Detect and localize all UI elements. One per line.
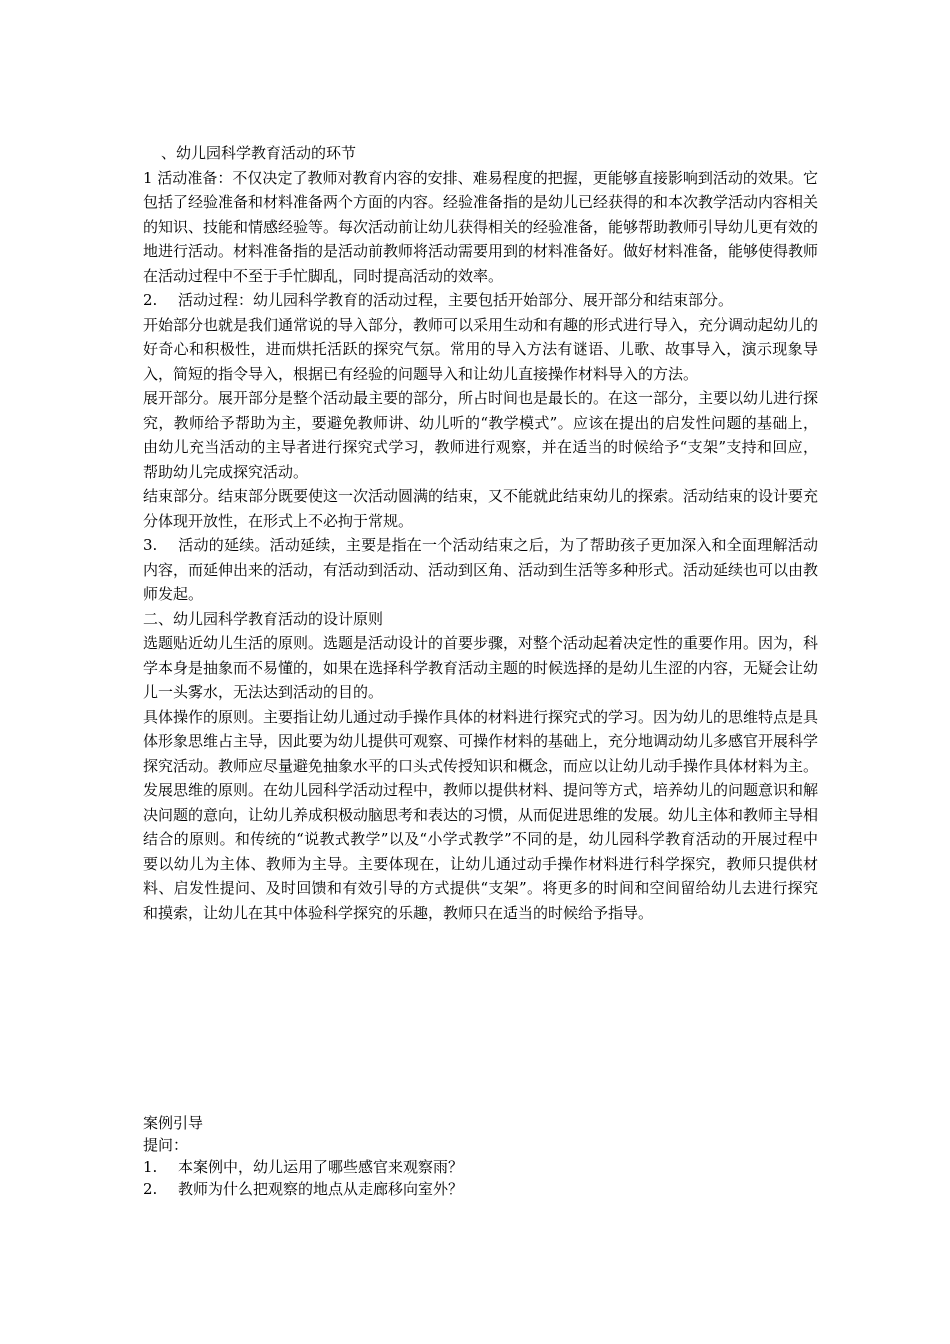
paragraph-development-part: 展开部分。展开部分是整个活动最主要的部分，所占时间也是最长的。在这一部分，主要以幼儿进行探究，教师给予帮助为主，要避免教师讲、幼儿听的“教学模式”。应该在提出的启发性问题的基础上，由幼儿充当活动的主导者进行探究式学习，教师进行观察，并在适当的时候给予“支架”支持和回应，帮助幼儿完成探究活动。 (143, 389, 819, 481)
question-label: 提问： (143, 1136, 189, 1154)
question-text: 教师为什么把观察的地点从走廊移向室外？ (178, 1180, 464, 1198)
section-title-1: 、幼儿园科学教育活动的环节 (161, 144, 357, 162)
paragraph-activity-extension (143, 533, 818, 607)
list-number: 3. (143, 536, 158, 554)
list-number: 1. (143, 1158, 158, 1176)
section-title-2: 二、幼儿园科学教育活动的设计原则 (143, 609, 384, 628)
paragraph-opening-part: 开始部分也就是我们通常说的导入部分，教师可以采用生动和有趣的形式进行导入，充分调动起幼儿的好奇心和积极性，进而烘托活跃的探究气氛。常用的导入方法有谜语、儿歌、故事导入，演示现象导入，简短的指令导入，根据已有经验的问题导入和让幼儿直接操作材料导入的方法。 (143, 315, 819, 383)
case-title: 案例引导 (143, 1114, 204, 1132)
question-text: 本案例中，幼儿运用了哪些感官来观察雨？ (178, 1158, 464, 1176)
paragraph-topic-principle: 选题贴近幼儿生活的原则。选题是活动设计的首要步骤，对整个活动起着决定性的重要作用。因为，科学本身是抽象而不易懂的，如果在选择科学教育活动主题的时候选择的是幼儿生涩的内容，无疑会让幼儿一头雾水，无法达到活动的目的。 (143, 634, 819, 701)
list-number: 2. (143, 291, 158, 309)
question-item (143, 1178, 818, 1200)
paragraph-text: 活动过程：幼儿园科学教育的活动过程，主要包括开始部分、展开部分和结束部分。 (178, 291, 734, 309)
paragraph-activity-preparation: 1 活动准备：不仅决定了教师对教育内容的安排、难易程度的把握，更能够直接影响到活动的效果。它包括了经验准备和材料准备两个方面的内容。经验准备指的是幼儿已经获得的和本次教学活动内容相关的知识、技能和情感经验等。每次活动前让幼儿获得相关的经验准备，能够帮助教师引导幼儿更有效的地进行活动。材料准备指的是活动前教师将活动需要用到的材料准备好。做好材料准备，能够使得教师在活动过程中不至于手忙脚乱，同时提高活动的效率。 (143, 168, 819, 285)
paragraph-ending-part: 结束部分。结束部分既要使这一次活动圆满的结束，又不能就此结束幼儿的探索。活动结束的设计要充分体现开放性，在形式上不必拘于常规。 (143, 487, 819, 530)
paragraph-text: 活动的延续。活动延续，主要是指在一个活动结束之后，为了帮助孩子更加深入和全面理解活动内容，而延伸出来的活动，有活动到活动、活动到区角、活动到生活等多种形式。活动延续也可以由教师发起。 (143, 536, 819, 603)
case-guide-section (143, 1112, 818, 1200)
question-item (143, 1156, 818, 1178)
paragraph-operation-principle: 具体操作的原则。主要指让幼儿通过动手操作具体的材料进行探究式的学习。因为幼儿的思维特点是具体形象思维占主导，因此要为幼儿提供可观察、可操作材料的基础上，充分地调动幼儿多感官开展科学探究活动。教师应尽量避免抽象水平的口头式传授知识和概念，而应以让幼儿动手操作具体材料为主。 (143, 707, 819, 775)
paragraph-activity-process (143, 288, 818, 313)
list-number: 2. (143, 1180, 158, 1198)
paragraph-thinking-principle: 发展思维的原则。在幼儿园科学活动过程中，教师以提供材料、提问等方式，培养幼儿的问题意识和解决问题的意向，让幼儿养成积极动脑思考和表达的习惯，从而促进思维的发展。幼儿主体和教师主导相结合的原则。和传统的“说教式教学”以及“小学式教学”不同的是，幼儿园科学教育活动的开展过程中要以幼儿为主体、教师为主导。主要体现在，让幼儿通过动手操作材料进行科学探究，教师只提供材料、启发性提问、及时回馈和有效引导的方式提供“支架”。将更多的时间和空间留给幼儿去进行探究和摸索，让幼儿在其中体验科学探究的乐趣，教师只在适当的时候给予指导。 (143, 781, 819, 922)
section-environment (143, 141, 818, 925)
